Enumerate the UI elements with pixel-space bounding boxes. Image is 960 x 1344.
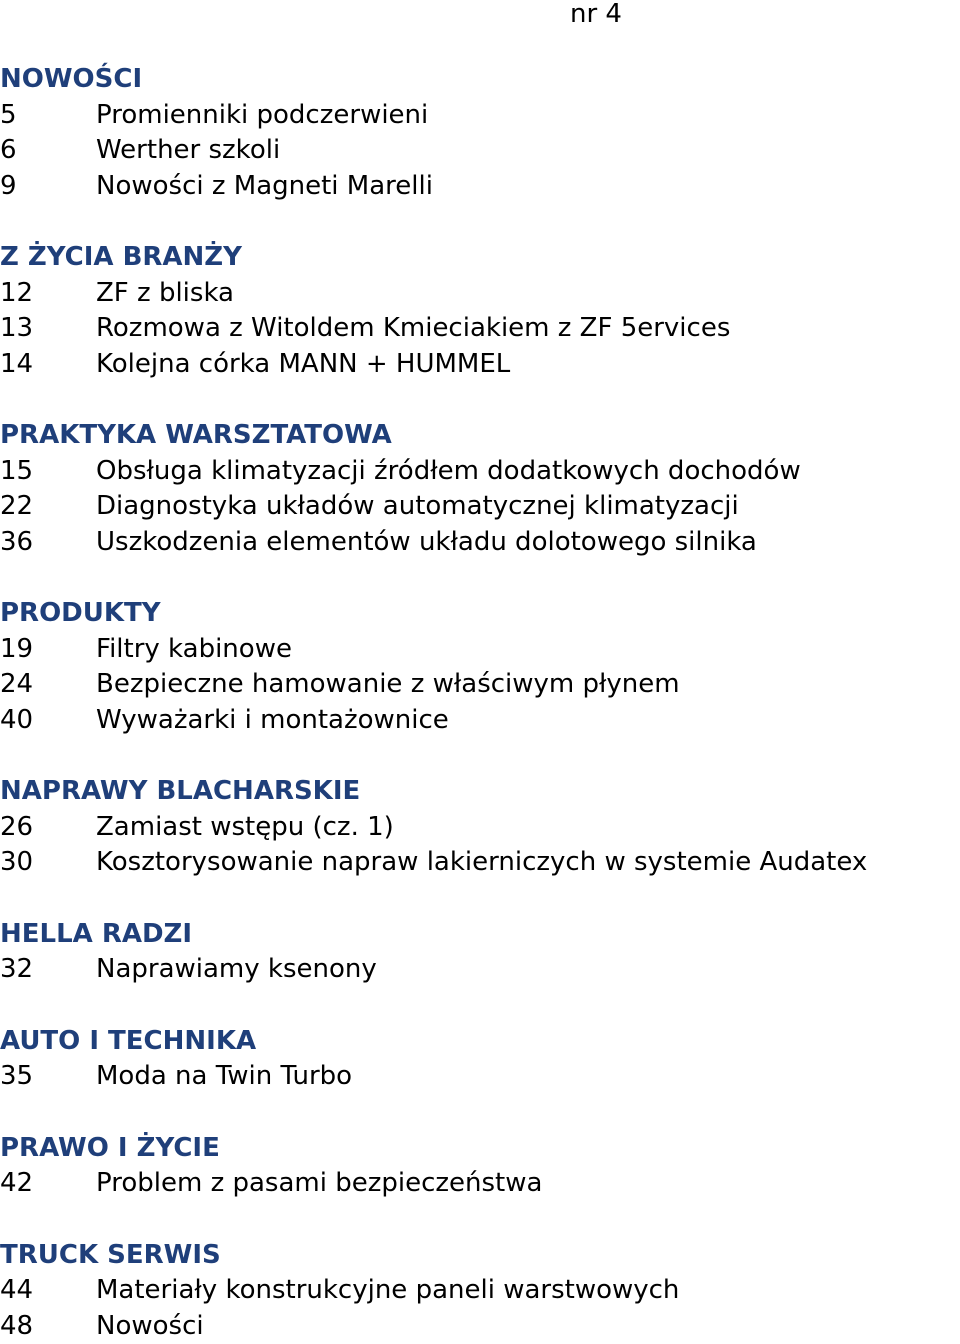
- section-prawo-i-zycie: [0, 1131, 960, 1202]
- section-produkty: [0, 596, 960, 738]
- entry-title: Rozmowa z Witoldem Kmieciakiem z ZF 5ervices: [96, 311, 960, 347]
- entry-title: Obsługa klimatyzacji źródłem dodatkowych dochodów: [96, 454, 960, 490]
- toc-entry: [0, 703, 960, 739]
- page-number: 24: [0, 667, 96, 703]
- toc-entry: [0, 489, 960, 525]
- entry-title: Moda na Twin Turbo: [96, 1059, 960, 1095]
- toc-entry: [0, 133, 960, 169]
- entry-title: Problem z pasami bezpieczeństwa: [96, 1166, 960, 1202]
- page-number: 5: [0, 98, 96, 134]
- page-number: 22: [0, 489, 96, 525]
- page-number: 44: [0, 1273, 96, 1309]
- entry-title: Wyważarki i montażownice: [96, 703, 960, 739]
- section-heading: PRAKTYKA WARSZTATOWA: [0, 418, 960, 454]
- toc-entry: [0, 525, 960, 561]
- section-spacer: [0, 382, 960, 418]
- section-truck-serwis: [0, 1238, 960, 1344]
- entry-title: Werther szkoli: [96, 133, 960, 169]
- section-heading: AUTO I TECHNIKA: [0, 1024, 960, 1060]
- issue-number: nr 4: [570, 0, 622, 28]
- section-heading: NAPRAWY BLACHARSKIE: [0, 774, 960, 810]
- page-number: 48: [0, 1309, 96, 1344]
- section-spacer: [0, 1202, 960, 1238]
- section-spacer: [0, 988, 960, 1024]
- section-heading: TRUCK SERWIS: [0, 1238, 960, 1274]
- section-spacer: [0, 204, 960, 240]
- entry-title: Materiały konstrukcyjne paneli warstwowych: [96, 1273, 960, 1309]
- entry-title: ZF z bliska: [96, 276, 960, 312]
- section-heading: NOWOŚCI: [0, 62, 960, 98]
- page-number: 14: [0, 347, 96, 383]
- section-heading: PRODUKTY: [0, 596, 960, 632]
- page-number: 19: [0, 632, 96, 668]
- section-spacer: [0, 560, 960, 596]
- toc-entry: [0, 667, 960, 703]
- toc-entry: [0, 845, 960, 881]
- section-heading: HELLA RADZI: [0, 917, 960, 953]
- page-number: 36: [0, 525, 96, 561]
- page-number: 9: [0, 169, 96, 205]
- entry-title: Zamiast wstępu (cz. 1): [96, 810, 960, 846]
- section-z-zycia-branzy: [0, 240, 960, 382]
- page-number: 26: [0, 810, 96, 846]
- entry-title: Filtry kabinowe: [96, 632, 960, 668]
- toc-entry: [0, 454, 960, 490]
- toc-entry: [0, 952, 960, 988]
- section-praktyka-warsztatowa: [0, 418, 960, 560]
- page-number: 40: [0, 703, 96, 739]
- toc-entry: [0, 1166, 960, 1202]
- page-number: 6: [0, 133, 96, 169]
- page-number: 32: [0, 952, 96, 988]
- entry-title: Bezpieczne hamowanie z właściwym płynem: [96, 667, 960, 703]
- section-hella-radzi: [0, 917, 960, 988]
- toc-entry: [0, 810, 960, 846]
- section-nowosci: [0, 62, 960, 204]
- page-number: 15: [0, 454, 96, 490]
- entry-title: Uszkodzenia elementów układu dolotowego silnika: [96, 525, 960, 561]
- toc-entry: [0, 1309, 960, 1344]
- section-heading: Z ŻYCIA BRANŻY: [0, 240, 960, 276]
- page-number: 12: [0, 276, 96, 312]
- toc-entry: [0, 1059, 960, 1095]
- page-number: 13: [0, 311, 96, 347]
- entry-title: Kolejna córka MANN + HUMMEL: [96, 347, 960, 383]
- section-spacer: [0, 881, 960, 917]
- section-auto-i-technika: [0, 1024, 960, 1095]
- toc-entry: [0, 1273, 960, 1309]
- section-spacer: [0, 1095, 960, 1131]
- section-spacer: [0, 738, 960, 774]
- entry-title: Naprawiamy ksenony: [96, 952, 960, 988]
- toc-entry: [0, 276, 960, 312]
- entry-title: Kosztorysowanie napraw lakierniczych w systemie Audatex: [96, 845, 960, 881]
- entry-title: Promienniki podczerwieni: [96, 98, 960, 134]
- page-number: 35: [0, 1059, 96, 1095]
- toc-entry: [0, 632, 960, 668]
- table-of-contents: [0, 62, 960, 1344]
- entry-title: Nowości: [96, 1309, 960, 1344]
- section-naprawy-blacharskie: [0, 774, 960, 881]
- entry-title: Nowości z Magneti Marelli: [96, 169, 960, 205]
- toc-entry: [0, 311, 960, 347]
- toc-entry: [0, 98, 960, 134]
- toc-entry: [0, 347, 960, 383]
- page-number: 30: [0, 845, 96, 881]
- entry-title: Diagnostyka układów automatycznej klimatyzacji: [96, 489, 960, 525]
- toc-entry: [0, 169, 960, 205]
- page-number: 42: [0, 1166, 96, 1202]
- section-heading: PRAWO I ŻYCIE: [0, 1131, 960, 1167]
